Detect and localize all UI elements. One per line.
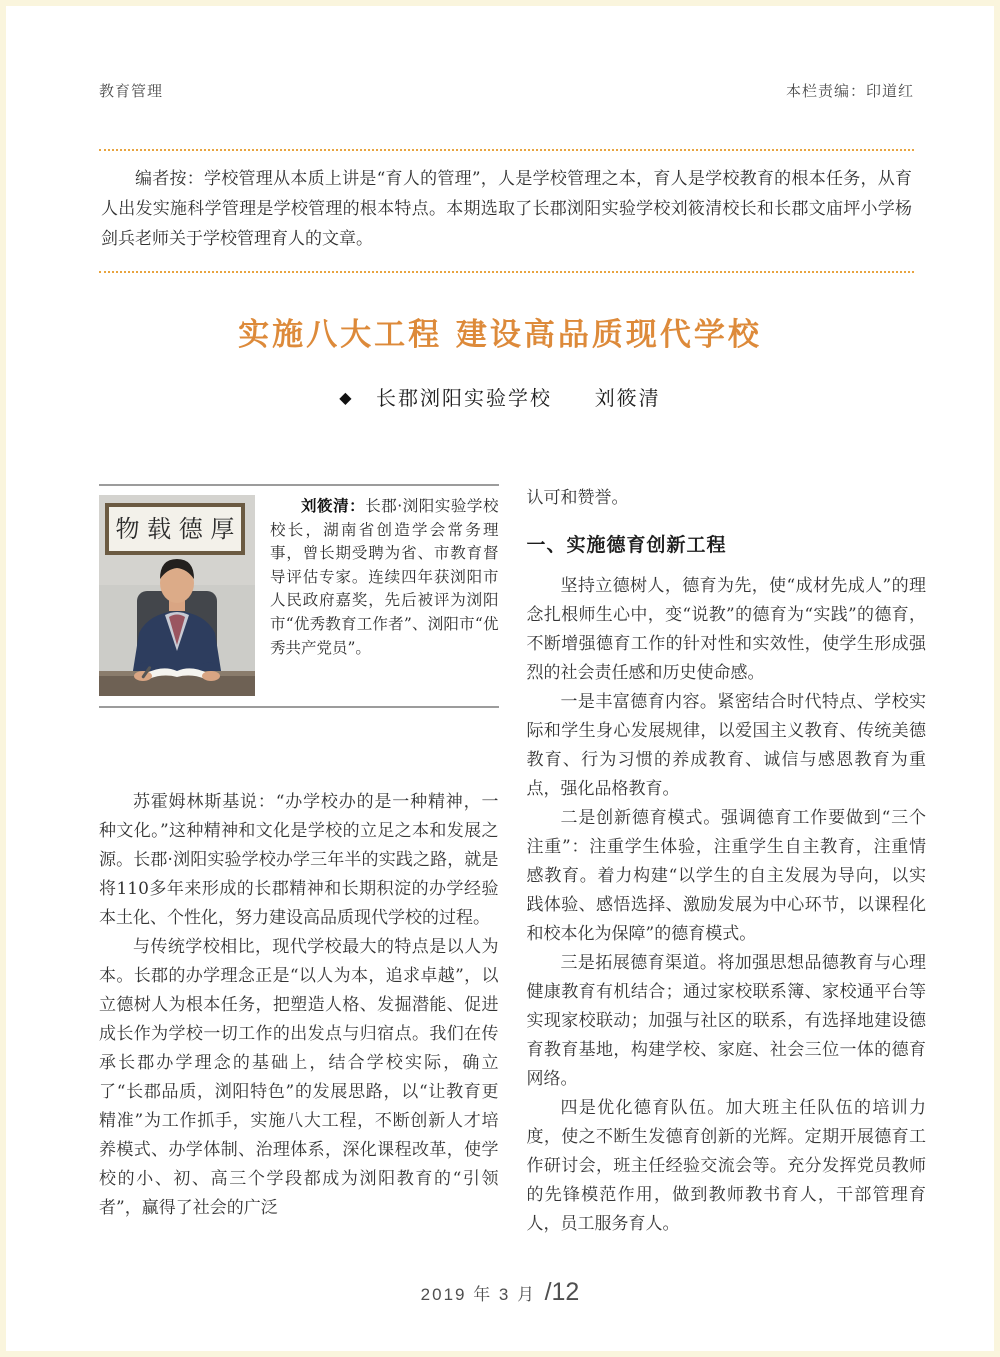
column-editor-label: 本栏责编：印道红 [785,83,914,100]
author-photo-illustration [99,495,255,696]
byline [6,382,994,411]
section-heading: 一、实施德育创新工程 [526,535,727,556]
page-header [99,80,914,101]
diamond-icon: ◆ [339,388,354,407]
body-paragraph: 与传统学校相比，现代学校最大的特点是以人为本。长郡的办学理念正是“以人为本，追求卓越”，以立德树人为根本任务，把塑造人格、发掘潜能、促进成长作为学校一切工作的出发点与归宿点。我们在传承长郡办学理念的基础上，结合学校实际，确立了“长郡品质，浏阳特色”的发展思路，以“让教育更精准”为工作抓手，实施八大工程，不断创新人才培养模式、办学体制、治理体系，深化课程改革，使学校的小、初、高三个学段都成为浏阳教育的“引领者”，赢得了社会的广泛 [99,937,499,1218]
body-paragraph: 三是拓展德育渠道。将加强思想品德教育与心理健康教育有机结合；通过家校联系簿、家校通平台等实现家校联动；加强与社区的联系，有选择地建设德育教育基地，构建学校、家庭、社会三位一体的德育网络。 [526,953,926,1089]
page-footer [6,1278,994,1307]
author-bio-box [99,484,499,708]
bio-name: 刘筱清： [301,498,366,515]
editor-note-box [99,149,914,273]
paragraph-continuation: 认可和赞誉。 [526,488,629,508]
body-paragraph: 二是创新德育模式。强调德育工作要做到“三个注重”：注重学生体验，注重学生自主教育，注重情感教育。着力构建“以学生的自主发展为导向，以实践体验、感悟选择、激励发展为中心环节，以课程化和校本化为保障”的德育模式。 [526,808,926,944]
bio-text [255,495,499,660]
article-title: 实施八大工程 建设高品质现代学校 [238,317,762,353]
editor-note-text: 编者按：学校管理从本质上讲是“育人的管理”，人是学校管理之本，育人是学校教育的根本任务，从育人出发实施科学管理是学校管理的根本特点。本期选取了长郡浏阳实验学校刘筱清校长和长郡文庙坪小学杨剑兵老师关于学校管理育人的文章。 [101,169,912,249]
author-photo [99,495,255,696]
right-column [527,484,927,1239]
body-paragraph: 一是丰富德育内容。紧密结合时代特点、学校实际和学生身心发展规律，以爱国主义教育、传统美德教育、行为习惯的养成教育、诚信与感恩教育为重点，强化品格教育。 [526,692,926,799]
body-paragraph: 坚持立德树人，德育为先，使“成材先成人”的理念扎根师生心中，变“说教”的德育为“实践”的德育，不断增强德育工作的针对性和实效性，使学生形成强烈的社会责任感和历史使命感。 [526,576,926,683]
left-column [99,484,499,1239]
footer-date: 2019 年 3 月 [420,1285,537,1304]
calligraphy-text: 物 载 德 厚 [115,515,235,543]
body-paragraph: 四是优化德育队伍。加大班主任队伍的培训力度，使之不断生发德育创新的光辉。定期开展德育工作研讨会，班主任经验交流会等。充分发挥党员教师的先锋模范作用，做到教师教书育人，干部管理育人，员工服务育人。 [526,1098,926,1234]
footer-page-number: /12 [544,1278,580,1306]
byline-school: 长郡浏阳实验学校 [375,386,552,410]
section-label: 教育管理 [99,83,164,100]
byline-author: 刘筱清 [594,386,661,410]
bio-description: 长郡·浏阳实验学校校长，湖南省创造学会常务理事，曾长期受聘为省、市教育督导评估专家。连续四年获浏阳市人民政府嘉奖，先后被评为浏阳市“优秀教育工作者”、浏阳市“优秀共产党员”。 [270,497,499,657]
article-body [99,484,926,1239]
body-paragraph: 苏霍姆林斯基说：“办学校办的是一种精神，一种文化。”这种精神和文化是学校的立足之本和发展之源。长郡·浏阳实验学校办学三年半的实践之路，就是将110多年来形成的长郡精神和长期积淀的办学经验本土化、个性化，努力建设高品质现代学校的过程。 [99,792,499,928]
